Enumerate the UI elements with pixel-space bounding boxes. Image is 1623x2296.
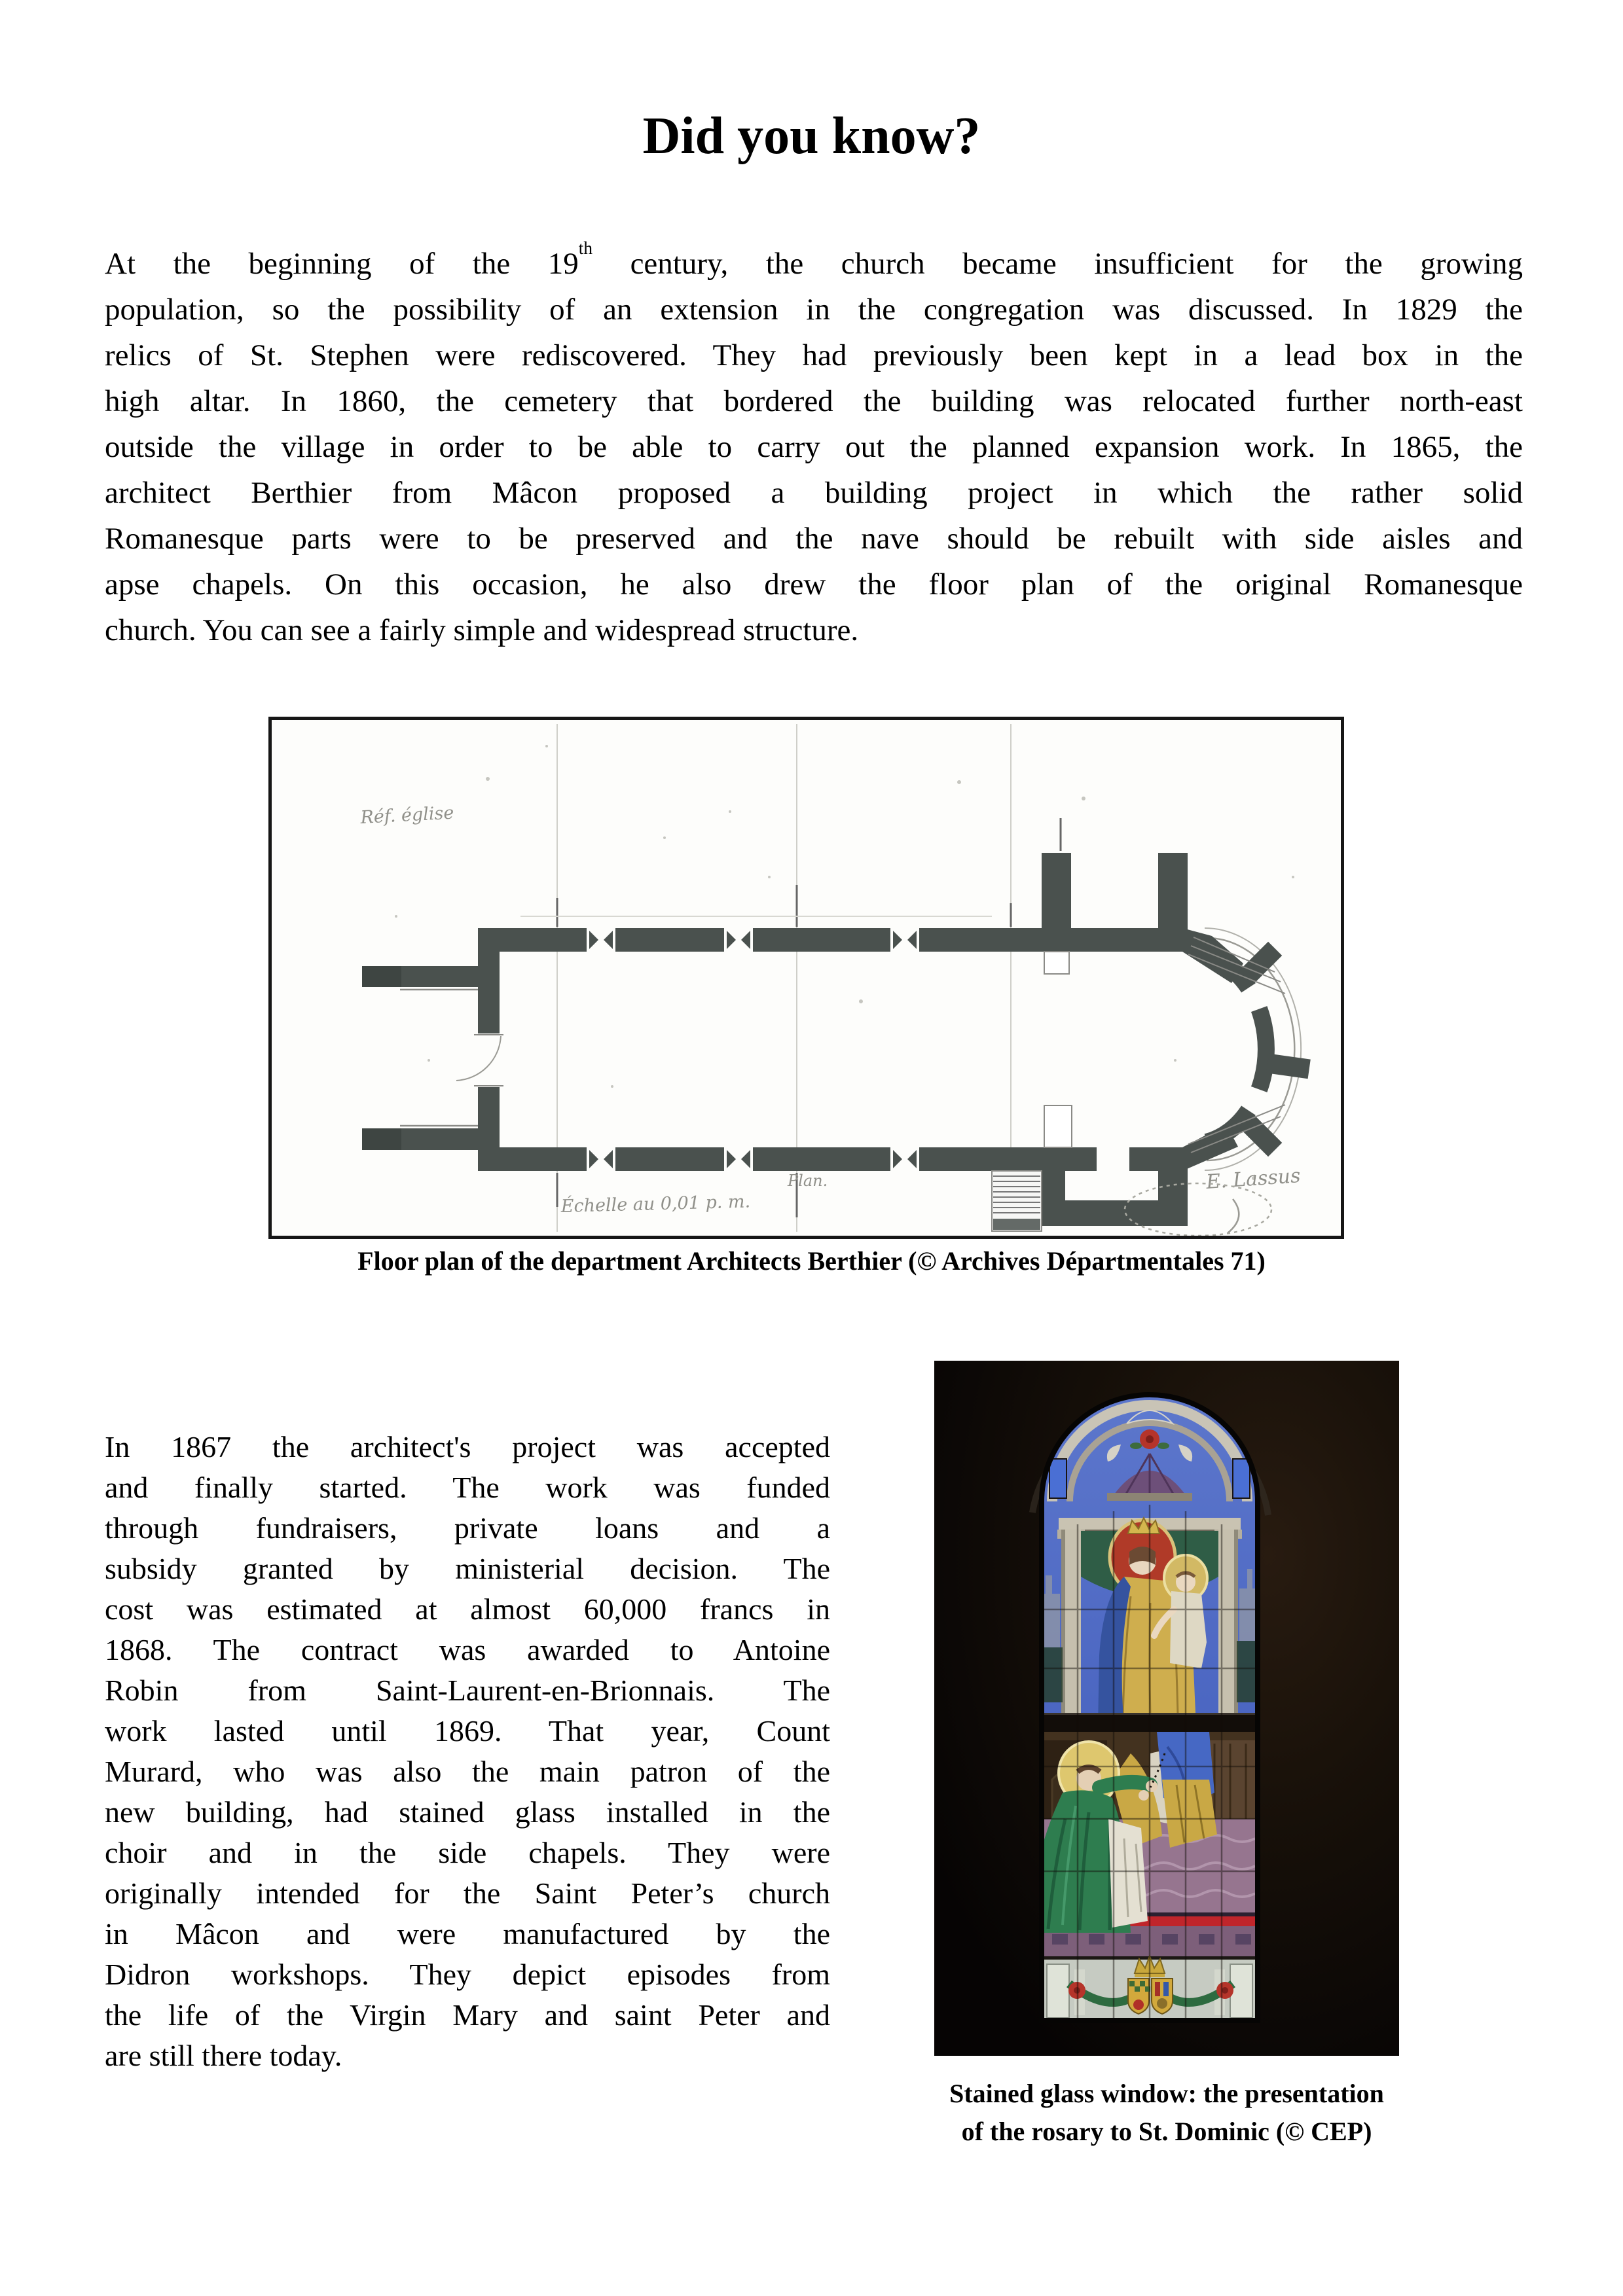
west-door bbox=[456, 1033, 503, 1087]
text-line: At the beginning of the 19th century, the church became insufficient for the growing bbox=[105, 238, 1523, 281]
text-line: outside the village in order to be able to carry out the planned expansion work. In 1865, the bbox=[105, 430, 1523, 464]
pulpit-outline bbox=[1044, 1105, 1072, 1147]
text-line: the life of the Virgin Mary and saint Peter and bbox=[105, 1998, 830, 2032]
text-line: originally intended for the Saint Peter’s church bbox=[105, 1876, 830, 1910]
text-line: Didron workshops. They depict episodes from bbox=[105, 1958, 830, 1991]
text-line: church. You can see a fairly simple and widespread structure. bbox=[105, 613, 859, 647]
history-paragraph bbox=[105, 1427, 830, 2076]
floor-plan-drawing bbox=[272, 720, 1341, 1236]
text-line: Murard, who was also the main patron of the bbox=[105, 1755, 830, 1788]
text-line: in Mâcon and were manufactured by the bbox=[105, 1917, 830, 1950]
scan-speckles bbox=[395, 745, 1294, 1180]
text-line: subsidy granted by ministerial decision. The bbox=[105, 1552, 830, 1585]
window-glass bbox=[1031, 1387, 1258, 2022]
annotation-plan: Plan. bbox=[788, 1172, 828, 1190]
text-line: In 1867 the architect's project was accepted bbox=[105, 1430, 830, 1463]
page-title: Did you know? bbox=[642, 107, 981, 165]
intro-paragraph bbox=[105, 238, 1523, 653]
staircase bbox=[992, 1171, 1042, 1231]
text-line: work lasted until 1869. That year, Count bbox=[105, 1714, 830, 1748]
annotation-signature: E. Lassus bbox=[1205, 1164, 1302, 1194]
text-line: new building, had stained glass installed in the bbox=[105, 1795, 830, 1829]
annotation-scale: Échelle au 0,01 p. m. bbox=[560, 1191, 751, 1217]
stained-glass-caption-line1: Stained glass window: the presentation bbox=[949, 2079, 1384, 2108]
pier-outline bbox=[1044, 952, 1069, 974]
text-line: are still there today. bbox=[105, 2039, 342, 2072]
stained-glass-photo bbox=[934, 1361, 1399, 2056]
transept-north bbox=[1042, 853, 1188, 928]
nave-column-gaps bbox=[587, 925, 919, 1174]
text-line: high altar. In 1860, the cemetery that bordered the building was relocated further north-east bbox=[105, 384, 1523, 418]
stained-glass-drawing bbox=[934, 1361, 1399, 2056]
annotation-reference: Réf. église bbox=[359, 802, 455, 828]
floor-plan-figure bbox=[268, 717, 1344, 1239]
stained-glass-caption-line2: of the rosary to St. Dominic (© CEP) bbox=[961, 2117, 1372, 2146]
text-line: architect Berthier from Mâcon proposed a building project in which the rather solid bbox=[105, 476, 1523, 510]
text-line: population, so the possibility of an extension in the congregation was discussed. In 1829 the bbox=[105, 293, 1523, 327]
text-line: apse chapels. On this occasion, he also drew the floor plan of the original Romanesque bbox=[105, 567, 1523, 601]
text-line: cost was estimated at almost 60,000 francs in bbox=[105, 1592, 830, 1626]
text-line: through fundraisers, private loans and a bbox=[105, 1511, 830, 1545]
stained-glass-caption bbox=[913, 2075, 1420, 2151]
text-line: choir and in the side chapels. They were bbox=[105, 1836, 830, 1869]
text-line: Romanesque parts were to be preserved and the nave should be rebuilt with side aisles and bbox=[105, 522, 1523, 556]
text-line: relics of St. Stephen were rediscovered. They had previously been kept in a lead box in the bbox=[105, 338, 1523, 372]
apse bbox=[1182, 928, 1311, 1171]
text-line: 1868. The contract was awarded to Antoine bbox=[105, 1633, 830, 1666]
floor-plan-caption: Floor plan of the department Architects Berthier (© Archives Départmentales 71) bbox=[357, 1246, 1266, 1276]
text-line: Robin from Saint-Laurent-en-Brionnais. The bbox=[105, 1674, 830, 1707]
chapel-door-gap bbox=[1097, 1145, 1129, 1174]
text-line: and finally started. The work was funded bbox=[105, 1471, 830, 1504]
porch-lines bbox=[400, 990, 478, 1126]
